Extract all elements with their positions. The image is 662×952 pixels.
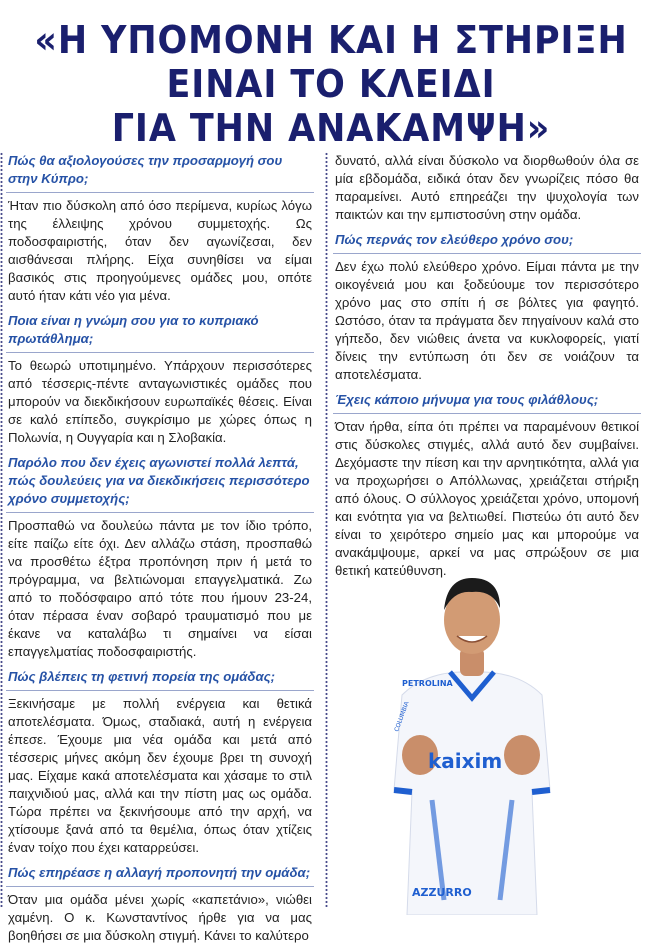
left-column — [6, 152, 314, 952]
headline-line-2: ΕΙΝΑΙ ΤΟ ΚΛΕΙΔΙ — [166, 62, 496, 106]
question: Έχεις κάποιο μήνυμα για τους φιλάθλους; — [333, 391, 641, 414]
answer: Δεν έχω πολύ ελεύθερο χρόνο. Είμαι πάντα με την οικογένειά μου και ξοδεύουμε τον περισσότερο χρόνο μας στο σπίτι ή σε βόλτες για φαγητό. Ωστόσο, όταν τα πράγματα δεν πηγαίνουν καλά στο γήπεδο, δεν νιώθεις άνετα να κυκλοφορείς, γιατί δίνεις την εντύπωση ότι δεν σε νοιάζουν τα αποτελέσματα. — [335, 259, 639, 382]
answer: Ήταν πιο δύσκολη από όσο περίμενα, κυρίως λόγω της έλλειψης χρόνου συμμετοχής. Ως ποδοσφαιριστής, όταν δεν αγωνίζεσαι, δεν αισθάνεσαι πλήρης. Είχα συνηθίσει να είμαι βασικός στις προηγούμενες ομάδες μου, οπότε αυτό ήταν κάτι νέο για μένα. — [8, 198, 312, 303]
headline — [26, 18, 635, 150]
right-column — [333, 152, 641, 587]
answer: Ξεκινήσαμε με πολλή ενέργεια και θετικά αποτελέσματα. Όμως, σταδιακά, αυτή η ενέργεια έπεσε. Έχουμε μια νέα ομάδα και μετά από τέσσερις μήνες ακόμη δεν έχουμε βρει τη συνοχή μας. Είχαμε κακά αποτελέσματα και χάσαμε το στιλ παιχνιδιού μας, αλλά και την πίστη μας ως ομάδα. Τώρα πρέπει να ξεκινήσουμε από την αρχή, να χτίσουμε ξανά από τα θεμέλια, όπως όταν χτίζεις έναν τοίχο που έχει καταρρεύσει. — [8, 696, 312, 855]
question: Πώς θα αξιολογούσες την προσαρμογή σου στην Κύπρο; — [6, 152, 314, 193]
sleeve-brand: PETROLINA — [402, 679, 453, 688]
question: Πώς βλέπεις τη φετινή πορεία της ομάδας; — [6, 668, 314, 691]
answer: Όταν μια ομάδα μένει χωρίς «καπετάνιο», νιώθει χαμένη. Ο κ. Κωνσταντίνος ήρθε για να μας βοηθήσει σε μια δύσκολη στιγμή. Κάνει το καλύτερο — [8, 892, 312, 943]
question: Πώς επηρέασε η αλλαγή προπονητή την ομάδα; — [6, 864, 314, 887]
question: Ποια είναι η γνώμη σου για το κυπριακό πρωτάθλημα; — [6, 312, 314, 353]
answer: Προσπαθώ να δουλεύω πάντα με τον ίδιο τρόπο, είτε παίζω είτε όχι. Δεν αλλάζω στάση, προσπαθώ να προσθέτω έξτρα προπόνηση πριν ή μετά το πρόγραμμα, να βελτιώνομαι επαγγελματικά. Ζω από το ποδόσφαιρο από τότε που ήμουν 23-24, όταν πέρασα έναν σοβαρό τραυματισμό που με έκανε να καταλάβω τι σημαίνει να είσαι επαγγελματίας ποδοσφαιριστής. — [8, 518, 312, 659]
column-divider-middle — [325, 152, 328, 907]
side-text: COLUMBIA — [393, 700, 411, 733]
bottom-brand: AZZURRO — [412, 886, 472, 899]
question: Πώς περνάς τον ελεύθερο χρόνο σου; — [333, 231, 641, 254]
chest-sponsor: kaixim — [428, 749, 503, 773]
answer: Όταν ήρθα, είπα ότι πρέπει να παραμένουν θετικοί στις δύσκολες στιγμές, αλλά αυτό δεν συμβαίνει. Δεχόμαστε την πίεση και την αρνητικότητα, αλλά για να προχωρήσει ο Απόλλωνας, χρειάζεται στήριξη από όλους. Ο σύλλογος χρειάζεται χρόνο, υπομονή και ενότητα για να βελτιωθεί. Πιστεύω ότι αυτό δεν είναι το χειρότερο σημείο μας και μπορούμε να ανακάμψουμε, αρκεί να μας σπρώξουν σε μια θετική κατεύθυνση. — [335, 419, 639, 578]
headline-line-3: ΓΙΑ ΤΗΝ ΑΝΑΚΑΜΨΗ» — [111, 106, 551, 150]
column-divider-left — [0, 152, 3, 907]
headline-line-1: «Η ΥΠΟΜΟΝΗ ΚΑΙ Η ΣΤΗΡΙΞΗ — [34, 18, 628, 62]
player-photo — [372, 560, 572, 915]
question: Παρόλο που δεν έχεις αγωνιστεί πολλά λεπτά, πώς δουλεύεις για να διεκδικήσεις περισσότερο χρόνο συμμετοχής; — [6, 454, 314, 513]
answer: Το θεωρώ υποτιμημένο. Υπάρχουν περισσότερες από τέσσερις-πέντε ανταγωνιστικές ομάδες που μπορούν να διεκδικήσουν ευρωπαϊκές θέσεις. Είναι σε καλό επίπεδο, συγκρίσιμο με χώρες όπως η Πολωνία, η Ουγγαρία και η Σλοβακία. — [8, 358, 312, 445]
answer-continued: δυνατό, αλλά είναι δύσκολο να διορθωθούν όλα σε μία εβδομάδα, ειδικά όταν δεν γνωρίζεις πόσο θα παραμείνει. Αυτό επηρεάζει την ψυχολογία των παικτών και την εμπιστοσύνη στην ομάδα. — [335, 153, 639, 222]
